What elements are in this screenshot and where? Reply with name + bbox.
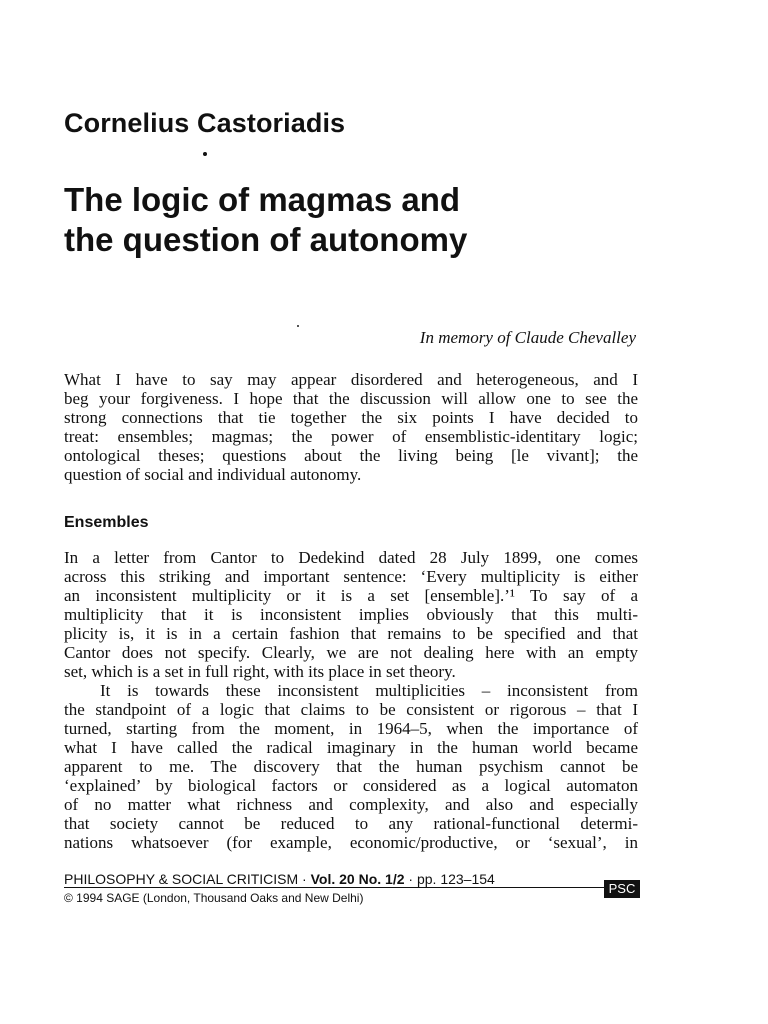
text-line: multiplicity that it is inconsistent implies obviously that this multi- [64, 605, 638, 624]
author-name: Cornelius Castoriadis [64, 108, 346, 138]
title-line: the question of autonomy [64, 221, 468, 258]
text-line: what I have called the radical imaginary in the human world became [64, 738, 638, 757]
page-range: pp. 123–154 [416, 871, 495, 887]
text-line: treat: ensembles; magmas; the power of ensemblistic-identitary logic; [64, 427, 638, 446]
dedication: In memory of Claude Chevalley [419, 328, 636, 347]
text-line: Cantor does not specify. Clearly, we are not dealing here with an empty [64, 643, 638, 662]
text-line: It is towards these inconsistent multiplicities – inconsistent from [100, 681, 638, 700]
text-line: apparent to me. The discovery that the human psychism cannot be [64, 757, 638, 776]
text-line: In a letter from Cantor to Dedekind dated 28 July 1899, one comes [64, 548, 638, 567]
copyright-notice: © 1994 SAGE (London, Thousand Oaks and New Delhi) [64, 891, 364, 905]
decorative-dot [203, 152, 207, 156]
text-line: question of social and individual autonomy. [64, 465, 362, 484]
article-title [64, 180, 467, 260]
psc-badge: PSC [604, 880, 640, 898]
text-line: across this striking and important sentence: ‘Every multiplicity is either [64, 567, 638, 586]
text-line: that society cannot be reduced to any rational-functional determi- [64, 814, 638, 833]
text-line: nations whatsoever (for example, economic/productive, or ‘sexual’, in [64, 833, 638, 852]
text-line: strong connections that tie together the six points I have decided to [64, 408, 638, 427]
volume-info: Vol. 20 No. 1/2 [310, 871, 405, 887]
text-line: ‘explained’ by biological factors or considered as a logical automaton [64, 776, 638, 795]
text-line: an inconsistent multiplicity or it is a set [ensemble].’¹ To say of a [64, 586, 638, 605]
text-line: turned, starting from the moment, in 1964–5, when the importance of [64, 719, 638, 738]
journal-name: PHILOSOPHY & SOCIAL CRITICISM [64, 871, 299, 887]
text-line: the standpoint of a logic that claims to be consistent or rigorous – that I [64, 700, 638, 719]
title-line: The logic of magmas and [64, 181, 461, 218]
text-line: beg your forgiveness. I hope that the discussion will allow one to see the [64, 389, 638, 408]
text-line: ontological theses; questions about the living being [le vivant]; the [64, 446, 638, 465]
section-body [64, 548, 638, 852]
footer-rule [64, 887, 604, 888]
text-line: set, which is a set in full right, with its place in set theory. [64, 662, 456, 681]
intro-paragraph [64, 370, 638, 484]
section-heading: Ensembles [64, 514, 149, 531]
separator: · [404, 871, 417, 887]
text-line: of no matter what richness and complexity, and also and especially [64, 795, 638, 814]
text-line: plicity is, it is in a certain fashion that remains to be specified and that [64, 624, 638, 643]
separator: · [298, 871, 311, 887]
scan-speck [297, 325, 299, 327]
journal-citation [64, 871, 495, 887]
text-line: What I have to say may appear disordered and heterogeneous, and I [64, 370, 638, 389]
